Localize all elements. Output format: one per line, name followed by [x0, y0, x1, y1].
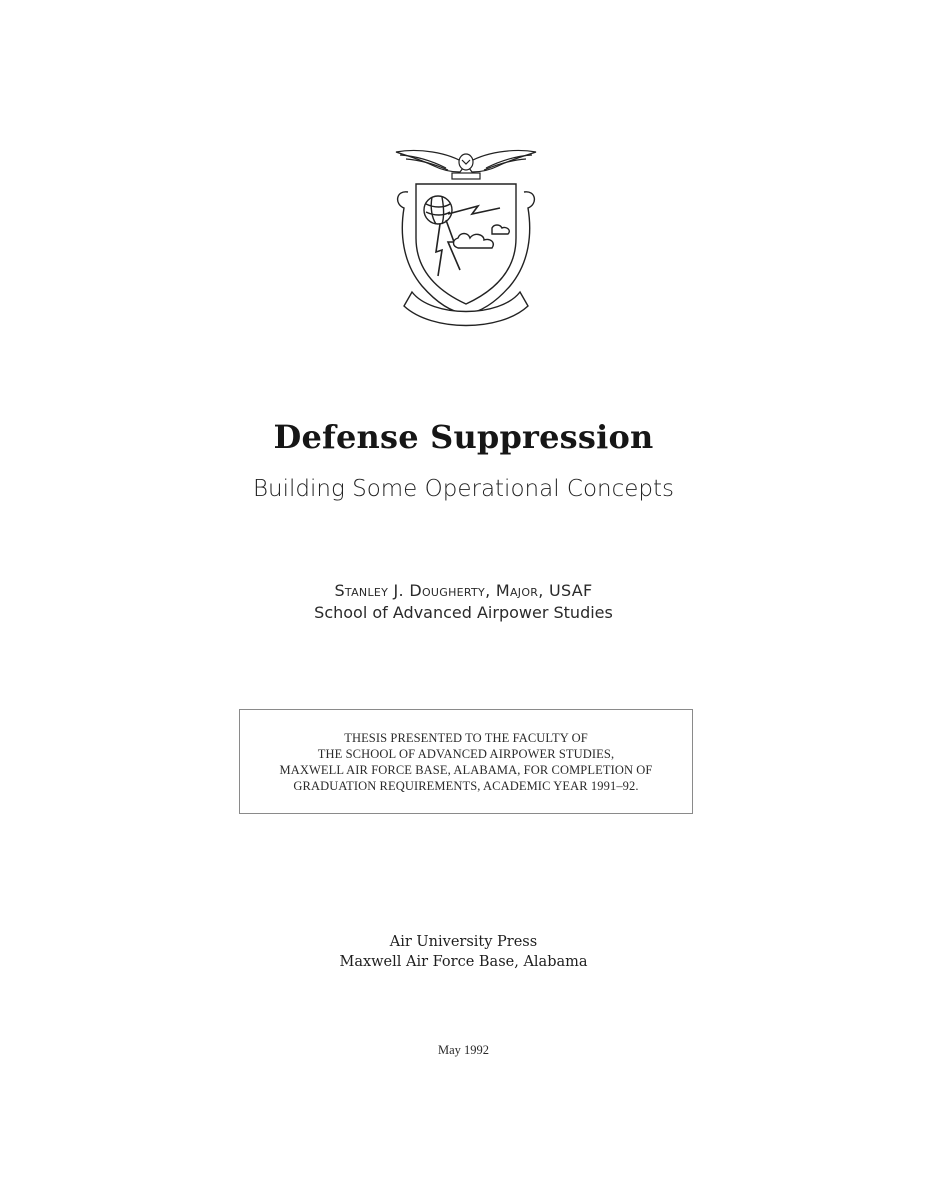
author-name: Stanley J. Dougherty, Major, USAF: [334, 581, 593, 600]
author-block: [0, 580, 927, 624]
publisher-name: Air University Press: [389, 934, 538, 950]
thesis-line: THE SCHOOL OF ADVANCED AIRPOWER STUDIES,: [317, 746, 615, 761]
publisher-block: [0, 932, 927, 972]
thesis-statement-box: [239, 709, 693, 814]
publication-date: May 1992: [437, 1043, 490, 1057]
air-university-emblem-icon: [388, 142, 544, 334]
document-subtitle: Building Some Operational Concepts: [253, 476, 674, 502]
thesis-line: MAXWELL AIR FORCE BASE, ALABAMA, FOR COMPLETION OF: [279, 762, 653, 777]
author-affiliation: School of Advanced Airpower Studies: [314, 603, 613, 622]
thesis-line: THESIS PRESENTED TO THE FACULTY OF: [344, 730, 588, 745]
publisher-location: Maxwell Air Force Base, Alabama: [339, 954, 588, 970]
document-title: Defense Suppression: [273, 418, 654, 456]
thesis-statement: [280, 730, 653, 794]
thesis-line: GRADUATION REQUIREMENTS, ACADEMIC YEAR 1991–92.: [293, 778, 639, 793]
